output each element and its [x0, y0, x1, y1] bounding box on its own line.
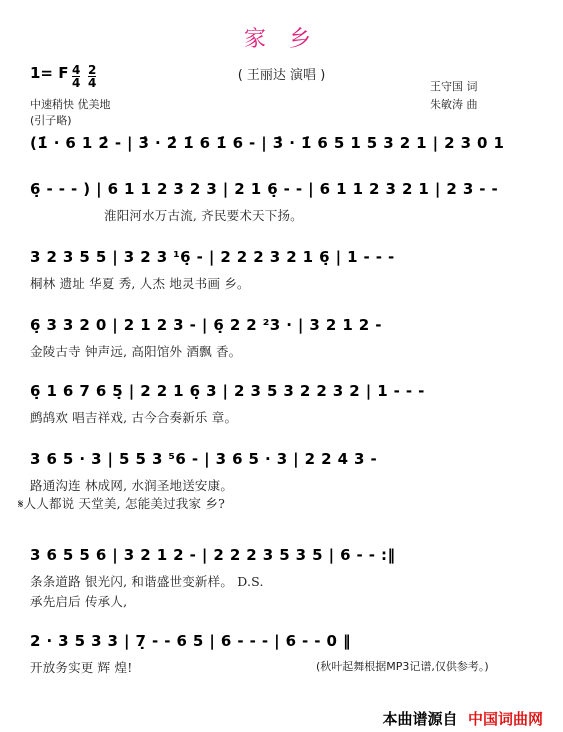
transcription-note: (秋叶起舞根据MP3记谱,仅供参考。): [316, 660, 489, 673]
footer-brand[interactable]: 中国词曲网: [467, 710, 543, 728]
key-signature: 1= F: [30, 64, 69, 82]
score-row-1-notes: (1̇ · 6 1 2̇ - | 3̇ · 2̇ 1̇ 6 1̇ 6 - | 3̇ · 1̇ 6 5 1 5 3 2 1 | 2 3 0 1: [30, 134, 505, 152]
singer-credit: ( 王丽达 演唱 ): [237, 68, 326, 83]
score-row-7-alt-lyric: 承先启后 传承人,: [30, 594, 128, 609]
score-row-3-lyric: 桐林 遗址 华夏 秀, 人杰 地灵书画 乡。: [30, 276, 250, 291]
score-row-6-alt-lyric: 𝄋人人都说 天堂美, 怎能美过我家 乡?: [18, 496, 225, 511]
score-row-5-notes: 6̣ 1 6 7 6 5̣ | 2 2 1 6̣ 3 | 2 3 5 3 2 2 3 2 | 1 - - -: [30, 382, 425, 400]
score-row-4-lyric: 金陵古寺 钟声远, 高阳馆外 酒飘 香。: [30, 344, 242, 359]
score-row-6-lyric: 路通沟连 林成网, 水润圣地送安康。: [30, 478, 234, 493]
score-row-7-lyric: 条条道路 银光闪, 和谐盛世变新样。 D.S.: [30, 574, 264, 589]
score-row-6-notes: 3 6 5 · 3 | 5 5 3 ⁵6 - | 3 6 5 · 3 | 2 2 4 3 -: [30, 450, 378, 468]
score-row-2-notes: 6̣ - - - ) | 6 1 1 2 3 2 3 | 2 1 6̣ - - | 6 1 1 2 3 2 1 | 2 3 - -: [30, 180, 499, 198]
lyricist-credit: 王守国 词: [430, 80, 478, 93]
score-row-2-lyric: 淮阳河水万古流, 齐民要术天下扬。: [104, 208, 303, 223]
score-row-7-notes: 3 6 5 5 6 | 3 2 1 2 - | 2 2 2 3 5 3 5 | 6 - - :‖: [30, 546, 396, 564]
score-row-4-notes: 6̣ 3 3 2 0 | 2 1 2 3 - | 6̣ 2 2 ²3 · | 3 2 1 2 -: [30, 316, 382, 334]
intro-note: (引子略): [30, 114, 72, 127]
time-signature-2: 2 4: [88, 63, 97, 90]
score-row-8-notes: 2 · 3 5 3 3 | 7̣ - - 6 5 | 6 - - - | 6 - - 0 ‖: [30, 632, 351, 650]
time-signature-1: 4 4: [72, 63, 81, 90]
score-row-3-notes: 3 2 3 5 5 | 3 2 3 ¹6̣ - | 2 2 2 3 2 1 6̣ | 1 - - -: [30, 248, 395, 266]
composer-credit: 朱敏涛 曲: [430, 98, 478, 111]
source-footer: [383, 708, 543, 729]
song-title: 家 乡: [244, 27, 319, 52]
score-row-8-lyric: 开放务实更 辉 煌!: [30, 660, 133, 675]
tempo-marking: 中速稍快 优美地: [30, 98, 111, 111]
score-row-5-lyric: 鹧鸪欢 唱吉祥戏, 古今合奏新乐 章。: [30, 410, 238, 425]
footer-prefix: 本曲谱源自: [382, 710, 458, 728]
